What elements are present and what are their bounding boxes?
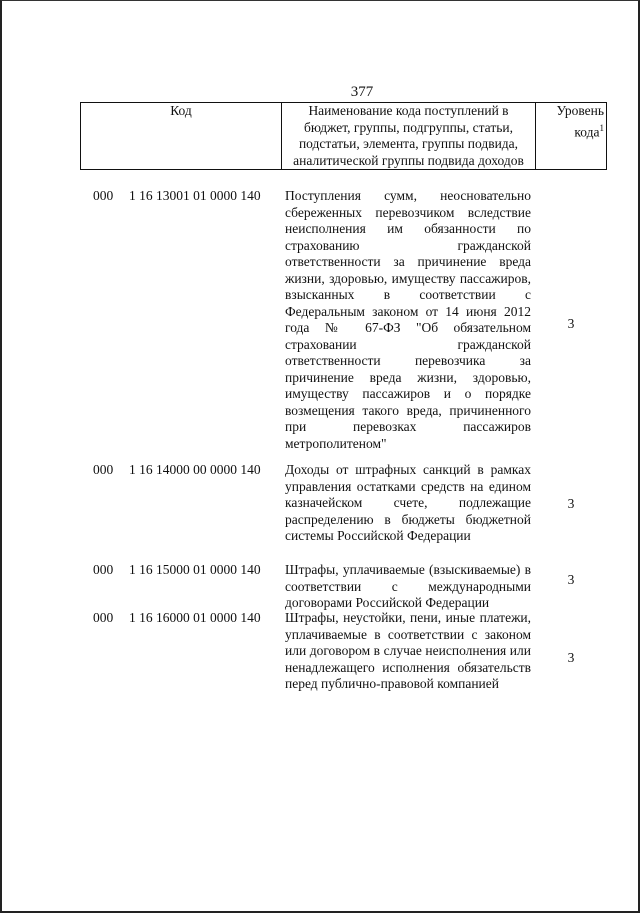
page-number: 377 bbox=[350, 84, 374, 100]
row-admin-code: 000 bbox=[93, 562, 114, 577]
row-name: Штрафы, уплачиваемые (взыскиваемые) в соответствии с международными договорами Российской Федерации bbox=[285, 562, 531, 610]
header-level-footnote: 1 bbox=[599, 122, 604, 133]
header-name: Наименование кода поступлений в бюджет, группы, подгруппы, статьи, подстатьи, элемента, группы подвида, аналитической группы подвида доходов bbox=[282, 103, 536, 170]
row-name: Доходы от штрафных санкций в рамках управления остатками средств на едином казначейском счете, подлежащие распределению в бюджеты бюджетной системы Российской Федерации bbox=[285, 462, 531, 543]
row-income-code: 1 16 13001 01 0000 140 bbox=[129, 188, 261, 203]
row-admin-code: 000 bbox=[93, 188, 114, 203]
row-level: 3 bbox=[567, 316, 575, 331]
header-code: Код bbox=[81, 103, 282, 170]
row-level: 3 bbox=[567, 650, 575, 665]
row-income-code: 1 16 15000 01 0000 140 bbox=[129, 562, 261, 577]
row-income-code: 1 16 16000 01 0000 140 bbox=[129, 610, 261, 625]
header-level: Уровень кода bbox=[556, 103, 604, 139]
row-name: Штрафы, неустойки, пени, иные платежи, уплачиваемые в соответствии с законом или договором в случае неисполнения или ненадлежащего исполнения обязательств перед публично-правовой компанией bbox=[285, 610, 531, 691]
table-header bbox=[80, 102, 607, 170]
row-admin-code: 000 bbox=[93, 462, 114, 477]
row-level: 3 bbox=[567, 572, 575, 587]
row-admin-code: 000 bbox=[93, 610, 114, 625]
row-name: Поступления сумм, неосновательно сбереженных перевозчиком вследствие неисполнения им обязанности по страхованию гражданской ответственности за причинение вреда жизни, здоровью, имуществу пассажиров, взысканных в соответствии с Федеральным законом от 14 июня 2012 года № 67-ФЗ "Об обязательном страховании гражданской ответственности перевозчика за причинение вреда жизни, здоровью, имуществу пассажиров и о порядке возмещения такого вреда, причиненного при перевозках пассажиров метрополитеном" bbox=[285, 188, 531, 451]
header-level-cell bbox=[536, 103, 607, 170]
row-income-code: 1 16 14000 00 0000 140 bbox=[129, 462, 261, 477]
row-level: 3 bbox=[567, 496, 575, 511]
